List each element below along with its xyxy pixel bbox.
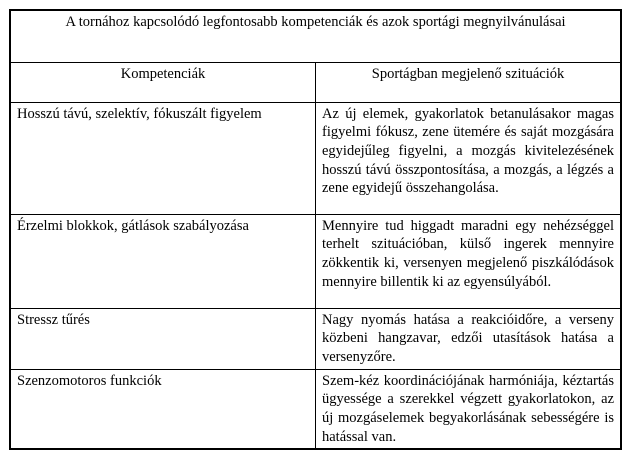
column-header-situations: Sportágban megjelenő szituációk (316, 62, 622, 102)
situation-cell: Szem-kéz koordinációjának harmóniája, kéztartás ügyessége a szerekkel végzett gyakorlatokon, az új mozgáselemek begyakorlásának sebességére is hatással van. (316, 369, 622, 449)
situation-cell: Az új elemek, gyakorlatok betanulásakor magas figyelmi fókusz, zene ütemére és saját mozgására egyidejűleg figyelni, a mozgás kivitelezésének hosszú távú összpontosítása, a mozgás, a légzés a zene egyidejű összehangolása. (316, 102, 622, 214)
competency-cell: Hosszú távú, szelektív, fókuszált figyelem (10, 102, 316, 214)
table-row (10, 102, 621, 214)
competency-cell: Stressz tűrés (10, 308, 316, 369)
table-row (10, 308, 621, 369)
competency-table (9, 9, 622, 450)
situation-cell: Mennyire tud higgadt maradni egy nehézséggel terhelt szituációban, külső ingerek mennyire zökkentik ki, versenyen megjelenő piszkálódások mennyire billentik ki az egyensúlyából. (316, 214, 622, 308)
table-title: A tornához kapcsolódó legfontosabb kompetenciák és azok sportági megnyilvánulásai (65, 14, 566, 30)
table-row (10, 369, 621, 449)
table-row (10, 214, 621, 308)
column-header-competencies: Kompetenciák (10, 62, 316, 102)
table-title-row (10, 10, 621, 62)
table-header-row (10, 62, 621, 102)
competency-cell: Szenzomotoros funkciók (10, 369, 316, 449)
competency-cell: Érzelmi blokkok, gátlások szabályozása (10, 214, 316, 308)
table-title-cell (10, 10, 621, 62)
situation-cell: Nagy nyomás hatása a reakcióidőre, a verseny közbeni hangzavar, edzői utasítások hatása a versenyzőre. (316, 308, 622, 369)
